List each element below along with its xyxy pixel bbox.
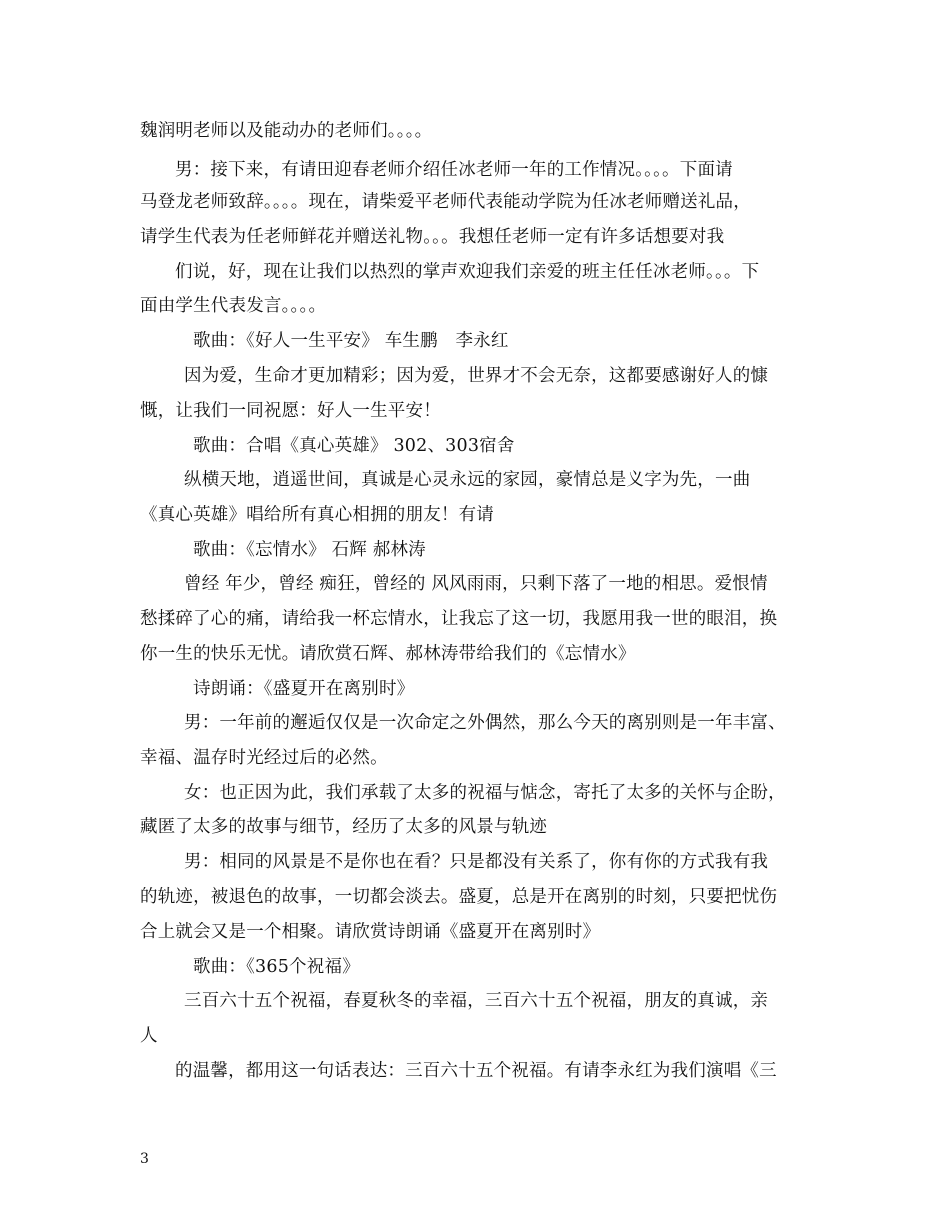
text-line: 愁揉碎了心的痛，请给我一杯忘情水，让我忘了这一切，我愿用我一世的眼泪，换 (140, 609, 778, 629)
text-line: 幸福、温存时光经过后的必然。 (140, 748, 388, 768)
text-line: 请学生代表为任老师鲜花并赠送礼物。。。我想任老师一定有许多话想要对我 (140, 227, 725, 247)
text-line: 女：也正因为此，我们承载了太多的祝福与惦念，寄托了太多的关怀与企盼， (184, 783, 786, 803)
text-line: 因为爱，生命才更加精彩；因为爱，世界才不会无奈，这都要感谢好人的慷 (184, 366, 769, 386)
poem-heading: 诗朗诵：《盛夏开在离别时》 (193, 679, 415, 699)
text-line: 的温馨，都用这一句话表达：三百六十五个祝福。有请李永红为我们演唱《三 (175, 1061, 777, 1081)
text-line: 男：相同的风景是不是你也在看？只是都没有关系了，你有你的方式我有我 (184, 852, 769, 872)
text-line: 三百六十五个祝福，春夏秋冬的幸福，三百六十五个祝福，朋友的真诚，亲 (184, 991, 769, 1011)
text-line: 男：一年前的邂逅仅仅是一次命定之外偶然，那么今天的离别则是一年丰富、 (184, 713, 786, 733)
text-line: 马登龙老师致辞。。。。现在，请柴爱平老师代表能动学院为任冰老师赠送礼品， (140, 192, 751, 212)
text-line: 《真心英雄》唱给所有真心相拥的朋友！有请 (140, 505, 494, 525)
text-line: 男：接下来，有请田迎春老师介绍任冰老师一年的工作情况。。。。下面请 (175, 160, 733, 180)
page-number: 3 (140, 1151, 149, 1167)
text-line: 们说，好，现在让我们以热烈的掌声欢迎我们亲爱的班主任任冰老师。。。下 (175, 262, 760, 282)
text-line: 你一生的快乐无忧。请欣赏石辉、郝林涛带给我们的《忘情水》 (140, 644, 636, 664)
song-heading: 歌曲：《忘情水》 石辉 郝林涛 (193, 540, 426, 560)
text-line: 慨，让我们一同祝愿：好人一生平安！ (140, 401, 441, 421)
song-heading: 歌曲：合唱《真心英雄》 302、303宿舍 (193, 436, 515, 456)
text-line: 面由学生代表发言。。。。 (140, 296, 327, 316)
song-heading: 歌曲：《好人一生平安》 车生鹏 李永红 (193, 331, 509, 351)
text-line: 合上就会又是一个相聚。请欣赏诗朗诵《盛夏开在离别时》 (140, 922, 601, 942)
text-line: 的轨迹，被退色的故事，一切都会淡去。盛夏，总是开在离别的时刻，只要把忧伤 (140, 887, 778, 907)
text-line: 藏匿了太多的故事与细节，经历了太多的风景与轨迹 (140, 817, 548, 837)
text-line: 曾经 年少，曾经 痴狂，曾经的 风风雨雨，只剩下落了一地的相思。爱恨情 (184, 574, 768, 594)
text-line: 魏润明老师以及能动办的老师们。。。。 (140, 121, 433, 141)
text-line: 纵横天地，逍遥世间，真诚是心灵永远的家园，豪情总是义字为先，一曲 (184, 470, 751, 490)
text-line: 人 (140, 1026, 158, 1046)
song-heading: 歌曲：《365个祝福》 (193, 957, 360, 977)
